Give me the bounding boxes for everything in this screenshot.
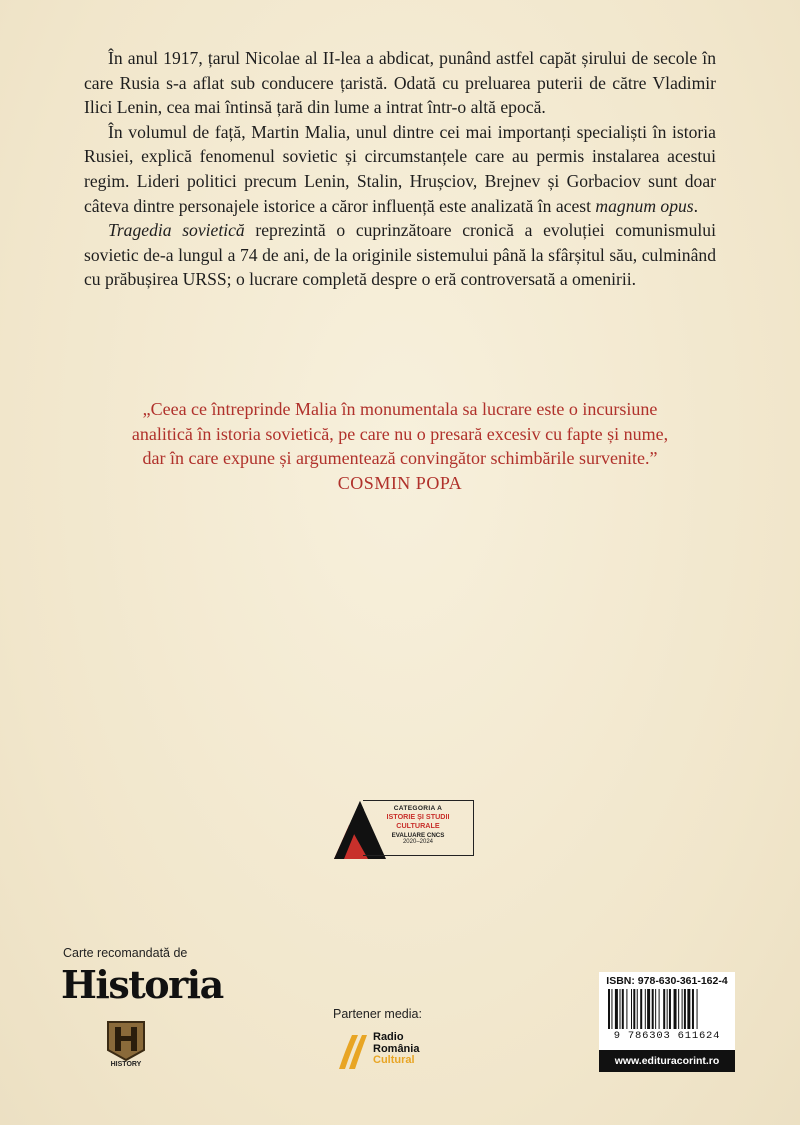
- description-paragraph-2-text: În volumul de față, Martin Malia, unul dintre cei mai importanți specialiști în istoria Rusiei, explică fenomenul sovietic și circumstanțele care au permis instalarea acestui regim. Lideri politici precum Lenin, Stalin, Hrușciov, Brejnev și Gorbaciov sunt doar câteva dintre personajele istorice a căror influență este analizată în acest: [84, 121, 716, 216]
- book-title-italic: Tragedia sovietică: [108, 220, 245, 241]
- quote-line-1: „Ceea ce întreprinde Malia în monumentala sa lucrare este o incursiune: [142, 399, 658, 419]
- badge-text-box: [363, 800, 474, 856]
- quote-line-2: analitică în istoria sovietică, pe care nu o presară excesiv cu fapte și nume,: [131, 423, 669, 444]
- review-quote: [84, 397, 716, 495]
- magnum-opus-italic: magnum opus: [595, 195, 694, 216]
- badge-category: CATEGORIA A: [393, 805, 443, 812]
- barcode-icon: [606, 989, 728, 1029]
- description-paragraph-3: [84, 218, 716, 292]
- description-paragraph-3-text: reprezintă o cuprinzătoare cronică a evoluției comunismului sovietic de-a lungul a 74 de ani, de la originile sistemului până la sfârșitul său, culminând cu prăbușirea URSS; o lucrare completă despre o eră controversată a omenirii.: [84, 220, 716, 290]
- historia-logo: Historia: [61, 962, 223, 1007]
- description-paragraph-1: În anul 1917, țarul Nicolae al II-lea a abdicat, punând astfel capăt șirului de secole în care Rusia s-a aflat sub conducere țaristă. Odată cu preluarea puterii de către Vladimir Ilici Lenin, cea mai întinsă țară din lume a intrat într-o altă epocă.: [84, 48, 716, 118]
- quote-line-3: dar în care expune și argumentează convingător schimbările survenite.”: [142, 448, 658, 468]
- radio-line-3: Cultural: [373, 1054, 415, 1066]
- radio-romania-cultural-logo-icon: [336, 1031, 368, 1071]
- book-description: [84, 46, 716, 292]
- badge-years: 2020–2024: [402, 839, 434, 845]
- badge-evaluation: EVALUARE CNCS: [391, 832, 445, 839]
- description-paragraph-2: [84, 120, 716, 218]
- quote-author: COSMIN POPA: [337, 472, 463, 493]
- radio-romania-cultural-name: [373, 1032, 419, 1067]
- recommended-label: Carte recomandată de: [63, 946, 188, 960]
- description-paragraph-2-end: .: [693, 195, 699, 216]
- publisher-website: www.edituracorint.ro: [599, 1050, 735, 1072]
- badge-field-line-1: ISTORIE ȘI STUDII: [386, 812, 450, 821]
- cncs-category-badge: [332, 799, 476, 861]
- history-channel-label: HISTORY: [110, 1061, 142, 1068]
- media-partner-label: Partener media:: [333, 1007, 422, 1021]
- isbn-barcode-box: [599, 972, 735, 1072]
- radio-line-1: Radio: [373, 1031, 404, 1043]
- barcode-digits: 9 786303 611624: [613, 1030, 721, 1042]
- radio-line-2: România: [373, 1042, 420, 1055]
- isbn-number: ISBN: 978-630-361-162-4: [606, 975, 728, 987]
- badge-field-line-2: CULTURALE: [396, 821, 440, 830]
